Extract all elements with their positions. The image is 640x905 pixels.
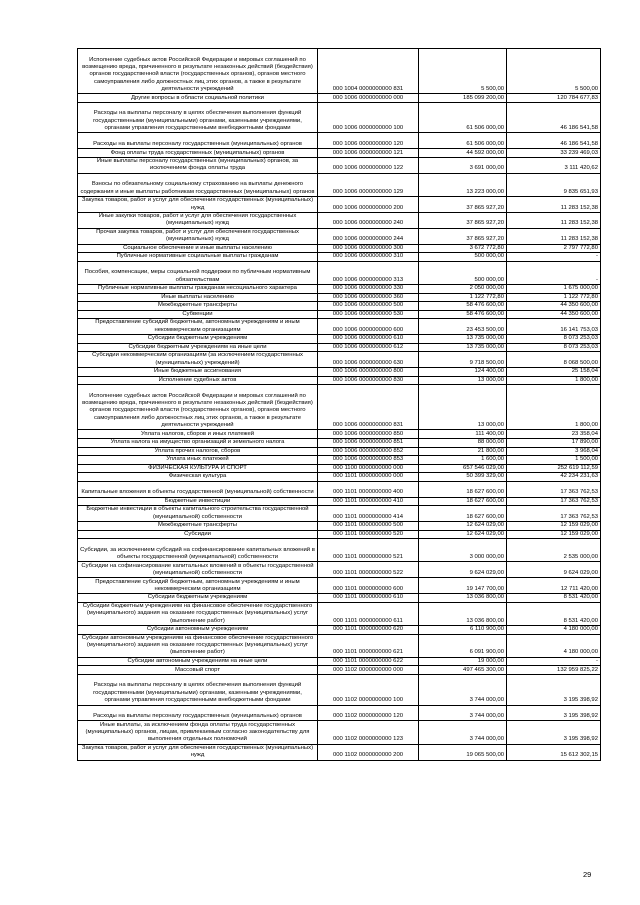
row-code-cell: 000 1101 0000000000 610 [318, 594, 419, 603]
row-plan-cell: 9 624 029,00 [419, 562, 507, 578]
row-code-cell: 000 1100 0000000000 000 [318, 464, 419, 473]
row-plan-cell: 58 476 600,00 [419, 302, 507, 311]
row-plan-cell: 185 099 200,00 [419, 94, 507, 103]
table-row [78, 674, 601, 705]
row-fact-cell: 132 959 825,22 [507, 666, 601, 675]
row-code-cell: 000 1006 0000000000 121 [318, 149, 419, 158]
row-plan-cell: 21 800,00 [419, 447, 507, 456]
row-code-cell: 000 1006 0000000000 612 [318, 343, 419, 352]
row-name-cell: Капитальные вложения в объекты государственной (муниципальной) собственности [78, 481, 318, 497]
row-fact-cell: 23 358,04 [507, 430, 601, 439]
row-plan-cell: 18 627 600,00 [419, 497, 507, 506]
row-fact-cell: - [507, 253, 601, 262]
table-row [78, 447, 601, 456]
row-name-cell: Массовый спорт [78, 666, 318, 675]
row-plan-cell: 1 122 772,80 [419, 293, 507, 302]
row-code-cell: 000 1101 0000000000 621 [318, 634, 419, 657]
row-fact-cell: 5 500,00 [507, 49, 601, 94]
row-name-cell: Предоставление субсидий бюджетным, автономным учреждениям и иным некоммерческим организациям [78, 578, 318, 594]
table-row [78, 157, 601, 173]
row-fact-cell: 4 180 000,00 [507, 634, 601, 657]
row-fact-cell: 46 186 541,58 [507, 102, 601, 133]
row-code-cell: 000 1006 0000000000 851 [318, 439, 419, 448]
row-code-cell: 000 1102 0000000000 123 [318, 721, 419, 744]
row-name-cell: Пособия, компенсации, меры социальной поддержки по публичным нормативным обязательствам [78, 261, 318, 284]
row-plan-cell: 13 735 000,00 [419, 335, 507, 344]
table-row [78, 626, 601, 635]
row-name-cell: Субвенции [78, 310, 318, 319]
row-fact-cell: 8 073 253,03 [507, 335, 601, 344]
row-name-cell: Субсидии [78, 530, 318, 539]
row-code-cell: 000 1101 0000000000 522 [318, 562, 419, 578]
row-plan-cell: 500 000,00 [419, 253, 507, 262]
row-code-cell: 000 1006 0000000000 244 [318, 228, 419, 244]
row-plan-cell: 88 000,00 [419, 439, 507, 448]
row-fact-cell: 3 968,04 [507, 447, 601, 456]
row-name-cell: Уплата налогов, сборов и иных платежей [78, 430, 318, 439]
row-plan-cell: 3 672 772,80 [419, 244, 507, 253]
row-name-cell: Физическая культура [78, 473, 318, 482]
row-code-cell: 000 1006 0000000000 852 [318, 447, 419, 456]
row-fact-cell: 8 073 253,03 [507, 343, 601, 352]
row-code-cell: 000 1006 0000000000 129 [318, 173, 419, 196]
page-number: 29 [583, 870, 592, 879]
row-name-cell: Расходы на выплаты персоналу в целях обеспечения выполнения функций государственными (муниципальными) органами, казенными учреждениями, органами управления государственными внебюджетными фондами [78, 674, 318, 705]
row-fact-cell: 8 531 420,00 [507, 602, 601, 625]
row-name-cell: Межбюджетные трансферты [78, 522, 318, 531]
row-name-cell: Закупка товаров, работ и услуг для обеспечения государственных (муниципальных) нужд [78, 197, 318, 213]
row-fact-cell: 17 363 762,53 [507, 506, 601, 522]
row-fact-cell: 11 283 152,38 [507, 228, 601, 244]
row-code-cell: 000 1006 0000000000 360 [318, 293, 419, 302]
row-name-cell: Предоставление субсидий бюджетным, автономным учреждениям и иным некоммерческим организациям [78, 319, 318, 335]
row-plan-cell: 18 627 600,00 [419, 481, 507, 497]
table-row [78, 293, 601, 302]
row-name-cell: Субсидии на софинансирование капитальных вложений в объекты государственной (муниципальной) собственности [78, 562, 318, 578]
row-code-cell: 000 1006 0000000000 610 [318, 335, 419, 344]
row-name-cell: Субсидии бюджетным учреждениям на финансовое обеспечение государственного (муниципального) задания на оказание государственных (муниципальных) услуг (выполнение работ) [78, 602, 318, 625]
row-plan-cell: 3 744 000,00 [419, 705, 507, 721]
row-name-cell: Исполнение судебных актов Российской Федерации и мировых соглашений по возмещению вреда, причиненного в результате незаконных действий (бездействия) органов государственной власти (государственных органов), органов местного самоуправления либо должностных лиц этих органов, а также в результате деятельности учреждений [78, 385, 318, 430]
row-code-cell: 000 1101 0000000000 410 [318, 497, 419, 506]
row-fact-cell: 8 068 500,00 [507, 352, 601, 368]
row-plan-cell: 6 091 900,00 [419, 634, 507, 657]
table-row [78, 578, 601, 594]
row-plan-cell: 13 000,00 [419, 376, 507, 385]
row-plan-cell: 50 399 329,00 [419, 473, 507, 482]
table-row [78, 666, 601, 675]
row-plan-cell: 23 453 500,00 [419, 319, 507, 335]
row-fact-cell: 1 500,00 [507, 456, 601, 465]
row-code-cell: 000 1102 0000000000 200 [318, 744, 419, 760]
row-plan-cell: 9 718 500,00 [419, 352, 507, 368]
table-row [78, 133, 601, 149]
row-name-cell: Публичные нормативные социальные выплаты гражданам [78, 253, 318, 262]
row-code-cell: 000 1006 0000000000 500 [318, 302, 419, 311]
row-plan-cell: 58 476 600,00 [419, 310, 507, 319]
row-fact-cell: 3 195 398,92 [507, 705, 601, 721]
row-name-cell: Иные закупки товаров, работ и услуг для обеспечения государственных (муниципальных) нужд [78, 212, 318, 228]
row-name-cell: Субсидии автономным учреждениям на финансовое обеспечение государственного (муниципального) задания на оказание государственных (муниципальных) услуг (выполнение работ) [78, 634, 318, 657]
table-row [78, 456, 601, 465]
row-plan-cell: 12 624 029,00 [419, 530, 507, 539]
table-row [78, 430, 601, 439]
row-plan-cell: 6 110 900,00 [419, 626, 507, 635]
row-fact-cell: - [507, 261, 601, 284]
row-fact-cell: 120 784 677,83 [507, 94, 601, 103]
row-name-cell: Субсидии бюджетным учреждениям [78, 594, 318, 603]
row-code-cell: 000 1006 0000000000 530 [318, 310, 419, 319]
table-row [78, 497, 601, 506]
table-row [78, 343, 601, 352]
table-row [78, 319, 601, 335]
row-name-cell: Уплата иных платежей [78, 456, 318, 465]
table-row [78, 439, 601, 448]
table-row [78, 602, 601, 625]
row-plan-cell: 44 592 000,00 [419, 149, 507, 158]
row-fact-cell: 17 363 762,53 [507, 481, 601, 497]
table-row [78, 657, 601, 666]
row-plan-cell: 37 865 927,20 [419, 212, 507, 228]
table-row [78, 506, 601, 522]
row-code-cell: 000 1006 0000000000 831 [318, 385, 419, 430]
table-row [78, 594, 601, 603]
row-code-cell: 000 1101 0000000000 000 [318, 473, 419, 482]
row-fact-cell: 25 158,04 [507, 368, 601, 377]
row-fact-cell: 12 711 420,00 [507, 578, 601, 594]
row-name-cell: Расходы на выплаты персоналу в целях обеспечения выполнения функций государственными (муниципальными) органами, казенными учреждениями, органами управления государственными внебюджетными фондами [78, 102, 318, 133]
row-code-cell: 000 1101 0000000000 600 [318, 578, 419, 594]
row-name-cell: Взносы по обязательному социальному страхованию на выплаты денежного содержания и иные выплаты работникам государственных (муниципальных) органов [78, 173, 318, 196]
row-fact-cell: 1 122 772,80 [507, 293, 601, 302]
row-name-cell: Субсидии автономным учреждениям на иные цели [78, 657, 318, 666]
row-name-cell: Публичные нормативные выплаты гражданам несоциального характера [78, 285, 318, 294]
row-plan-cell: 657 546 029,00 [419, 464, 507, 473]
row-name-cell: ФИЗИЧЕСКАЯ КУЛЬТУРА И СПОРТ [78, 464, 318, 473]
row-code-cell: 000 1006 0000000000 120 [318, 133, 419, 149]
row-plan-cell: 13 223 000,00 [419, 173, 507, 196]
budget-table [77, 48, 601, 761]
row-name-cell: Уплата налога на имущество организаций и земельного налога [78, 439, 318, 448]
row-code-cell: 000 1102 0000000000 100 [318, 674, 419, 705]
row-fact-cell: 11 283 152,38 [507, 197, 601, 213]
table-row [78, 197, 601, 213]
row-code-cell: 000 1006 0000000000 100 [318, 102, 419, 133]
row-code-cell: 000 1006 0000000000 200 [318, 197, 419, 213]
row-fact-cell: 1 675 000,00 [507, 285, 601, 294]
table-row [78, 173, 601, 196]
table-row [78, 302, 601, 311]
row-fact-cell: 16 141 753,03 [507, 319, 601, 335]
row-fact-cell: - [507, 657, 601, 666]
row-name-cell: Субсидии бюджетным учреждениям на иные цели [78, 343, 318, 352]
row-name-cell: Иные бюджетные ассигнования [78, 368, 318, 377]
table-row [78, 253, 601, 262]
row-plan-cell: 37 865 927,20 [419, 228, 507, 244]
row-code-cell: 000 1006 0000000000 600 [318, 319, 419, 335]
table-row [78, 376, 601, 385]
row-plan-cell: 13 036 800,00 [419, 602, 507, 625]
row-code-cell: 000 1006 0000000000 122 [318, 157, 419, 173]
row-plan-cell: 13 000,00 [419, 385, 507, 430]
table-row [78, 385, 601, 430]
table-row [78, 368, 601, 377]
table-row [78, 149, 601, 158]
table-row [78, 94, 601, 103]
row-fact-cell: 33 239 469,03 [507, 149, 601, 158]
row-code-cell: 000 1101 0000000000 611 [318, 602, 419, 625]
row-plan-cell: 3 691 000,00 [419, 157, 507, 173]
table-row [78, 49, 601, 94]
table-row [78, 335, 601, 344]
row-plan-cell: 500 000,00 [419, 261, 507, 284]
table-row [78, 212, 601, 228]
row-plan-cell: 61 506 000,00 [419, 102, 507, 133]
row-code-cell: 000 1006 0000000000 000 [318, 94, 419, 103]
row-fact-cell: 1 800,00 [507, 376, 601, 385]
row-plan-cell: 111 400,00 [419, 430, 507, 439]
row-name-cell: Субсидии некоммерческим организациям (за исключением государственных (муниципальных) учреждений) [78, 352, 318, 368]
row-code-cell: 000 1101 0000000000 520 [318, 530, 419, 539]
table-row [78, 530, 601, 539]
row-code-cell: 000 1101 0000000000 400 [318, 481, 419, 497]
row-name-cell: Фонд оплаты труда государственных (муниципальных) органов [78, 149, 318, 158]
row-plan-cell: 3 000 000,00 [419, 539, 507, 562]
row-plan-cell: 13 036 800,00 [419, 594, 507, 603]
row-fact-cell: 12 159 029,00 [507, 522, 601, 531]
row-plan-cell: 13 735 000,00 [419, 343, 507, 352]
table-row [78, 522, 601, 531]
row-name-cell: Субсидии, за исключением субсидий на софинансирование капитальных вложений в объекты государственной (муниципальной) собственности [78, 539, 318, 562]
row-fact-cell: 9 624 029,00 [507, 562, 601, 578]
row-fact-cell: 46 186 541,58 [507, 133, 601, 149]
row-fact-cell: 1 800,00 [507, 385, 601, 430]
row-fact-cell: 2 797 772,80 [507, 244, 601, 253]
table-row [78, 634, 601, 657]
row-code-cell: 000 1102 0000000000 000 [318, 666, 419, 675]
row-name-cell: Иные выплаты, за исключением фонда оплаты труда государственных (муниципальных) органов, лицам, привлекаемым согласно законодательству для выполнения отдельных полномочий [78, 721, 318, 744]
row-name-cell: Социальное обеспечение и иные выплаты населению [78, 244, 318, 253]
row-code-cell: 000 1004 0000000000 831 [318, 49, 419, 94]
row-plan-cell: 5 500,00 [419, 49, 507, 94]
row-code-cell: 000 1006 0000000000 300 [318, 244, 419, 253]
row-plan-cell: 19 000,00 [419, 657, 507, 666]
row-code-cell: 000 1006 0000000000 313 [318, 261, 419, 284]
row-name-cell: Расходы на выплаты персоналу государственных (муниципальных) органов [78, 133, 318, 149]
table-row [78, 310, 601, 319]
row-code-cell: 000 1101 0000000000 622 [318, 657, 419, 666]
row-name-cell: Субсидии бюджетным учреждениям [78, 335, 318, 344]
row-code-cell: 000 1006 0000000000 853 [318, 456, 419, 465]
table-row [78, 285, 601, 294]
row-fact-cell: 17 363 762,53 [507, 497, 601, 506]
table-row [78, 228, 601, 244]
row-name-cell: Уплата прочих налогов, сборов [78, 447, 318, 456]
row-fact-cell: 15 612 302,15 [507, 744, 601, 760]
row-plan-cell: 3 744 000,00 [419, 674, 507, 705]
table-row [78, 721, 601, 744]
row-name-cell: Бюджетные инвестиции [78, 497, 318, 506]
row-plan-cell: 37 865 927,20 [419, 197, 507, 213]
row-fact-cell: 8 531 420,00 [507, 594, 601, 603]
row-code-cell: 000 1006 0000000000 800 [318, 368, 419, 377]
row-code-cell: 000 1101 0000000000 500 [318, 522, 419, 531]
table-row [78, 481, 601, 497]
row-plan-cell: 18 627 600,00 [419, 506, 507, 522]
row-plan-cell: 497 465 300,00 [419, 666, 507, 675]
row-name-cell: Исполнение судебных актов [78, 376, 318, 385]
row-fact-cell: 3 195 398,92 [507, 674, 601, 705]
row-plan-cell: 1 600,00 [419, 456, 507, 465]
row-name-cell: Прочая закупка товаров, работ и услуг для обеспечения государственных (муниципальных) нужд [78, 228, 318, 244]
row-fact-cell: 3 195 398,92 [507, 721, 601, 744]
row-fact-cell: 17 890,00 [507, 439, 601, 448]
row-code-cell: 000 1006 0000000000 330 [318, 285, 419, 294]
table-row [78, 705, 601, 721]
row-code-cell: 000 1006 0000000000 830 [318, 376, 419, 385]
table-row [78, 244, 601, 253]
row-code-cell: 000 1101 0000000000 414 [318, 506, 419, 522]
table-row [78, 744, 601, 760]
row-fact-cell: 252 619 112,59 [507, 464, 601, 473]
row-name-cell: Межбюджетные трансферты [78, 302, 318, 311]
row-plan-cell: 2 050 000,00 [419, 285, 507, 294]
table-row [78, 102, 601, 133]
row-plan-cell: 3 744 000,00 [419, 721, 507, 744]
row-name-cell: Другие вопросы в области социальной политики [78, 94, 318, 103]
table-row [78, 562, 601, 578]
row-code-cell: 000 1101 0000000000 620 [318, 626, 419, 635]
row-code-cell: 000 1101 0000000000 521 [318, 539, 419, 562]
row-name-cell: Иные выплаты населению [78, 293, 318, 302]
table-row [78, 261, 601, 284]
table-row [78, 352, 601, 368]
row-plan-cell: 12 624 029,00 [419, 522, 507, 531]
row-fact-cell: 12 159 029,00 [507, 530, 601, 539]
row-fact-cell: 9 835 651,93 [507, 173, 601, 196]
row-code-cell: 000 1006 0000000000 240 [318, 212, 419, 228]
row-fact-cell: 44 350 600,00 [507, 302, 601, 311]
row-code-cell: 000 1102 0000000000 120 [318, 705, 419, 721]
row-name-cell: Исполнение судебных актов Российской Федерации и мировых соглашений по возмещению вреда, причиненного в результате незаконных действий (бездействия) органов государственной власти (государственных органов), органов местного самоуправления либо должностных лиц этих органов, а также в результате деятельности учреждений [78, 49, 318, 94]
row-fact-cell: 11 283 152,38 [507, 212, 601, 228]
row-code-cell: 000 1006 0000000000 850 [318, 430, 419, 439]
row-fact-cell: 42 234 231,63 [507, 473, 601, 482]
row-plan-cell: 61 506 000,00 [419, 133, 507, 149]
row-plan-cell: 19 065 500,00 [419, 744, 507, 760]
row-name-cell: Бюджетные инвестиции в объекты капитального строительства государственной (муниципальной) собственности [78, 506, 318, 522]
table-row [78, 473, 601, 482]
row-code-cell: 000 1006 0000000000 310 [318, 253, 419, 262]
row-plan-cell: 124 400,00 [419, 368, 507, 377]
row-plan-cell: 19 147 700,00 [419, 578, 507, 594]
row-name-cell: Закупка товаров, работ и услуг для обеспечения государственных (муниципальных) нужд [78, 744, 318, 760]
row-name-cell: Субсидии автономным учреждениям [78, 626, 318, 635]
row-name-cell: Иные выплаты персоналу государственных (муниципальных) органов, за исключением фонда оплаты труда [78, 157, 318, 173]
row-fact-cell: 44 350 600,00 [507, 310, 601, 319]
table-row [78, 464, 601, 473]
table-row [78, 539, 601, 562]
row-fact-cell: 3 111 420,62 [507, 157, 601, 173]
row-name-cell: Расходы на выплаты персоналу государственных (муниципальных) органов [78, 705, 318, 721]
row-fact-cell: 4 180 000,00 [507, 626, 601, 635]
row-code-cell: 000 1006 0000000000 630 [318, 352, 419, 368]
row-fact-cell: 2 535 000,00 [507, 539, 601, 562]
